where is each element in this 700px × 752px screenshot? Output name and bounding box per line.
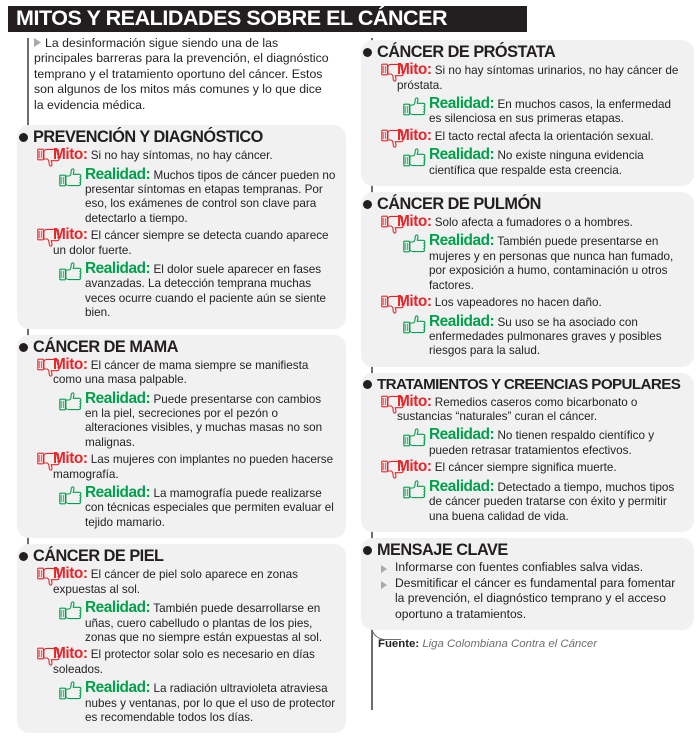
key-point-item [381, 576, 681, 622]
section-card [17, 335, 346, 539]
section-header [19, 548, 336, 565]
thumbs-up-icon [59, 601, 83, 620]
thumbs-up-icon [403, 97, 427, 116]
section-header [19, 129, 336, 146]
reality-entry [403, 148, 684, 178]
reality-entry [59, 483, 336, 530]
reality-label: Realidad: [85, 389, 151, 407]
section-card [361, 40, 694, 186]
thumbs-down-icon [37, 647, 61, 666]
entry-text: Las mujeres con implantes no pueden hacerse mamografía. [53, 453, 334, 481]
section-title: CÁNCER DE PULMÓN [377, 194, 541, 213]
key-point-text: Informarse con fuentes confiables salva vidas. [395, 560, 644, 575]
entry-text: Muchos tipos de cáncer pueden no presentar síntomas en etapas tempranas. Por eso, los exámenes de control son clave para detectarlo a tiempo. [85, 168, 336, 225]
myth-label: Mito: [397, 61, 432, 79]
source-label: Fuente: [378, 637, 420, 650]
entry-body [397, 63, 684, 93]
entry-text: El cáncer de mama siempre se manifiesta como una masa palpable. [53, 358, 309, 387]
section-card [361, 192, 694, 367]
myth-entry [37, 452, 336, 482]
reality-entry [59, 601, 336, 645]
entry-body [53, 647, 336, 677]
thumbs-up-icon [59, 486, 83, 505]
section-title: CÁNCER DE PIEL [33, 547, 164, 566]
reality-label: Realidad: [85, 259, 151, 277]
section-title: TRATAMIENTOS Y CREENCIAS POPULARES [377, 375, 681, 393]
thumbs-down-icon [381, 295, 405, 314]
entry-text: La radiación ultravioleta atraviesa nubes y ventanas, por lo que el uso de protector es recomendable todos los días. [85, 682, 336, 724]
key-points-list [381, 560, 684, 622]
entry-text: Si no hay síntomas urinarios, no hay cáncer de próstata. [397, 64, 679, 92]
bullet-dot-icon [363, 200, 372, 209]
entry-text: El protector solar solo es necesario en días soleados. [53, 648, 315, 676]
bullet-dot-icon [363, 380, 372, 389]
section-header [363, 542, 684, 559]
thumbs-down-icon [381, 460, 405, 479]
triangle-arrow-icon [34, 36, 41, 51]
entry-body [429, 94, 684, 127]
reality-entry [403, 234, 684, 293]
myth-label: Mito: [397, 293, 432, 311]
entry-body [429, 148, 684, 178]
section-header [363, 377, 684, 393]
reality-label: Realidad: [85, 599, 151, 617]
entry-text: El cáncer siempre se detecta cuando aparece un dolor fuerte. [53, 229, 329, 257]
reality-entry [59, 389, 336, 451]
intro-paragraph [34, 34, 334, 119]
entry-text: El tacto rectal afecta la orientación sexual. [431, 129, 654, 143]
myth-entry [381, 63, 684, 93]
triangle-arrow-icon [381, 565, 387, 573]
thumbs-down-icon [37, 358, 61, 377]
section-card [361, 538, 694, 630]
thumbs-up-icon [403, 428, 427, 447]
triangle-arrow-icon [381, 581, 387, 589]
source-value: Liga Colombiana Contra el Cáncer [422, 637, 598, 650]
reality-entry [59, 681, 336, 725]
thumbs-up-icon [403, 315, 427, 334]
section-card [17, 544, 346, 733]
reality-label: Realidad: [429, 477, 495, 495]
reality-label: Realidad: [85, 165, 151, 183]
entry-body [85, 165, 336, 227]
myth-entry [381, 295, 684, 310]
entry-text: Los vapeadores no hacen daño. [431, 296, 602, 310]
entry-text: En muchos casos, la enfermedad es silenciosa en sus primeras etapas. [429, 97, 671, 126]
section-header [363, 44, 684, 61]
entry-text: Detectado a tiempo, muchos tipos de cáncer pueden tratarse con éxito y permitir una buena calidad de vida. [429, 480, 675, 523]
intro-text: La desinformación sigue siendo una de las principales barreras para la prevención, el diagnóstico temprano y el tratamiento oportuno del cáncer. Estos son algunos de los mitos más comunes y lo que dice la evidencia médica. [34, 36, 329, 112]
reality-entry [403, 94, 684, 127]
entry-body [397, 392, 684, 425]
reality-label: Realidad: [429, 312, 495, 330]
section-title: MENSAJE CLAVE [377, 540, 508, 559]
myth-entry [37, 647, 336, 677]
entry-text: También puede presentarse en mujeres y en personas que nunca han fumado, por exposición a humo, contaminación u otros factores. [429, 235, 674, 292]
myth-label: Mito: [53, 450, 88, 468]
entry-body [397, 215, 684, 230]
reality-entry [403, 312, 684, 359]
thumbs-up-icon [59, 168, 83, 187]
reality-label: Realidad: [429, 94, 495, 112]
myth-label: Mito: [397, 458, 432, 476]
left-column [8, 34, 346, 733]
entry-body [53, 228, 336, 258]
reality-label: Realidad: [429, 426, 495, 444]
entry-text: Puede presentarse con cambios en la piel, secreciones por el pezón o alteraciones visibles, y muchas masas no son malignas. [85, 392, 323, 449]
thumbs-down-icon [381, 215, 405, 234]
thumbs-up-icon [403, 234, 427, 253]
thumbs-down-icon [381, 129, 405, 148]
thumbs-down-icon [381, 63, 405, 82]
myth-label: Mito: [53, 226, 88, 244]
entry-body [429, 312, 684, 359]
entry-body [429, 477, 684, 524]
myth-entry [381, 215, 684, 230]
myth-entry [381, 392, 684, 425]
reality-label: Realidad: [429, 232, 495, 250]
section-header [19, 339, 336, 356]
myth-entry [37, 228, 336, 258]
entry-body [53, 452, 336, 482]
thumbs-up-icon [59, 392, 83, 411]
key-point-text: Desmitificar el cáncer es fundamental para fomentar la prevención, el diagnóstico temprano y el acceso oportuno a tratamientos. [395, 576, 676, 621]
entry-text: Si no hay síntomas, no hay cáncer. [87, 149, 273, 163]
section-card [17, 125, 346, 329]
myth-entry [381, 460, 684, 475]
source-line [378, 638, 694, 650]
thumbs-down-icon [37, 228, 61, 247]
entry-body [85, 601, 336, 645]
myth-label: Mito: [53, 645, 88, 663]
entry-body [85, 389, 336, 451]
page-title-banner [8, 6, 527, 32]
thumbs-down-icon [37, 567, 61, 586]
myth-entry [37, 355, 336, 388]
myth-label: Mito: [397, 392, 432, 410]
reality-entry [59, 259, 336, 321]
bullet-dot-icon [363, 48, 372, 57]
myth-label: Mito: [53, 565, 88, 583]
entry-text: Su uso se ha asociado con enfermedades pulmonares graves y posibles riesgos para la salud. [429, 315, 662, 358]
thumbs-up-icon [59, 262, 83, 281]
thumbs-down-icon [37, 452, 61, 471]
thumbs-up-icon [403, 480, 427, 499]
reality-label: Realidad: [85, 483, 151, 501]
myth-entry [37, 567, 336, 597]
entry-text: Remedios caseros como bicarbonato o sustancias “naturales” curan el cáncer. [397, 395, 638, 424]
entry-text: También puede desarrollarse en uñas, cuero cabelludo o plantas de los pies, zonas que no siempre están expuestas al sol. [85, 602, 323, 644]
section-title: CÁNCER DE MAMA [33, 337, 178, 356]
thumbs-down-icon [37, 148, 61, 167]
thumbs-down-icon [381, 395, 405, 414]
myth-label: Mito: [397, 213, 432, 231]
entry-body [53, 148, 336, 163]
entry-text: No existe ninguna evidencia científica que respalde esta creencia. [429, 149, 644, 177]
entry-text: El cáncer de piel solo aparece en zonas expuestas al sol. [53, 568, 299, 596]
entry-body [53, 355, 336, 388]
myth-label: Mito: [53, 146, 88, 164]
entry-text: El cáncer siempre significa muerte. [431, 461, 617, 475]
entry-text: El dolor suele aparecer en fases avanzadas. La detección temprana muchas veces ocurre cuando el paciente aún se siente bien. [85, 262, 327, 320]
reality-label: Realidad: [85, 679, 151, 697]
myth-entry [37, 148, 336, 163]
thumbs-up-icon [59, 681, 83, 700]
section-card [361, 373, 694, 532]
entry-text: Solo afecta a fumadores o a hombres. [431, 216, 633, 230]
entry-text: La mamografía puede realizarse con técnicas especiales que permiten evaluar el tejido mamario. [85, 486, 334, 529]
thumbs-up-icon [403, 148, 427, 167]
reality-entry [403, 428, 684, 458]
reality-label: Realidad: [429, 146, 495, 164]
bullet-dot-icon [19, 343, 28, 352]
bullet-dot-icon [19, 133, 28, 142]
myth-label: Mito: [53, 355, 88, 373]
myth-entry [381, 126, 684, 144]
section-header [363, 196, 684, 213]
reality-entry [403, 477, 684, 524]
entry-body [429, 428, 684, 458]
myth-label: Mito: [397, 126, 432, 144]
page-title: MITOS Y REALIDADES SOBRE EL CÁNCER [16, 6, 448, 31]
entry-body [397, 295, 684, 310]
right-column [352, 34, 694, 650]
bullet-dot-icon [363, 546, 372, 555]
entry-body [85, 483, 336, 530]
entry-body [85, 681, 336, 725]
entry-body [397, 126, 684, 144]
section-title: CÁNCER DE PRÓSTATA [377, 43, 556, 61]
reality-entry [59, 165, 336, 227]
entry-body [53, 567, 336, 597]
entry-body [85, 259, 336, 321]
entry-text: No tienen respaldo científico y pueden retrasar tratamientos efectivos. [429, 429, 655, 457]
section-title: PREVENCIÓN Y DIAGNÓSTICO [33, 128, 263, 147]
entry-body [397, 460, 684, 475]
entry-body [429, 234, 684, 293]
bullet-dot-icon [19, 552, 28, 561]
key-point-item [381, 560, 681, 575]
